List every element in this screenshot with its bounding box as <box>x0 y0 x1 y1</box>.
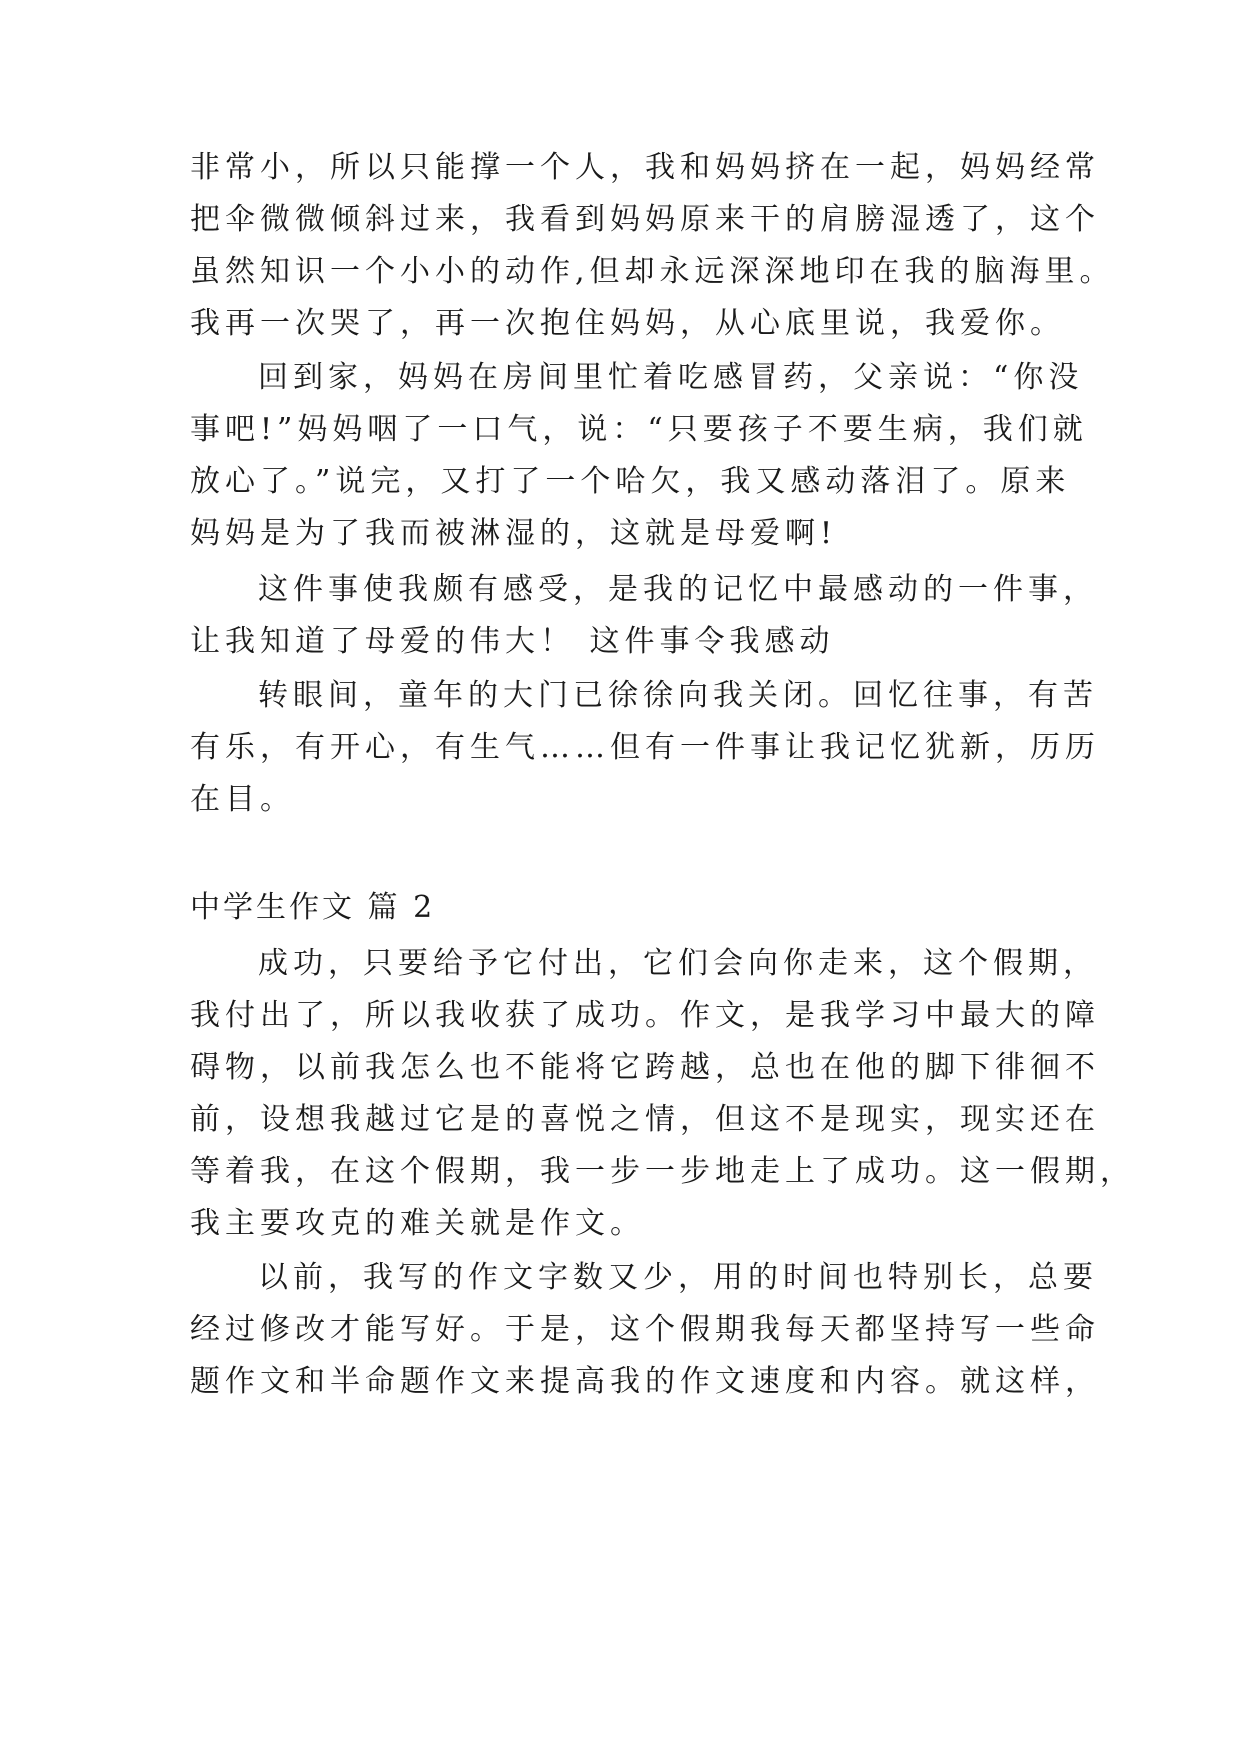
text-line: 妈妈是为了我而被淋湿的，这就是母爱啊! <box>190 516 838 551</box>
paragraph-first-line: 以前，我写的作文字数又少，用的时间也特别长，总要 <box>258 1260 1098 1295</box>
paragraph-first-line: 转眼间，童年的大门已徐徐向我关闭。回忆往事，有苦 <box>258 678 1098 713</box>
text-line: 让我知道了母爱的伟大！ 这件事令我感动 <box>190 624 835 659</box>
text-line: 前，设想我越过它是的喜悦之情，但这不是现实，现实还在 <box>190 1102 1100 1137</box>
text-line: 碍物，以前我怎么也不能将它跨越，总也在他的脚下徘徊不 <box>190 1050 1100 1085</box>
paragraph-first-line: 这件事使我颇有感受，是我的记忆中最感动的一件事， <box>258 572 1098 607</box>
text-line: 等着我，在这个假期，我一步一步地走上了成功。这一假期， <box>190 1154 1135 1189</box>
text-line: 经过修改才能写好。于是，这个假期我每天都坚持写一些命 <box>190 1312 1100 1347</box>
paragraph-first-line: 回到家，妈妈在房间里忙着吃感冒药，父亲说：“你没 <box>258 360 1084 395</box>
text-line: 题作文和半命题作文来提高我的作文速度和内容。就这样， <box>190 1364 1100 1399</box>
text-line: 把伞微微倾斜过来，我看到妈妈原来干的肩膀湿透了，这个 <box>190 202 1100 237</box>
text-line: 虽然知识一个小小的动作,但却永远深深地印在我的脑海里。 <box>190 254 1115 289</box>
text-line: 我再一次哭了，再一次抱住妈妈，从心底里说，我爱你。 <box>190 306 1065 341</box>
paragraph-first-line: 成功，只要给予它付出，它们会向你走来，这个假期， <box>258 946 1098 981</box>
text-line: 在目。 <box>190 782 295 817</box>
text-line: 放心了。”说完，又打了一个哈欠，我又感动落泪了。原来 <box>190 464 1071 499</box>
text-line: 事吧!”妈妈咽了一口气，说：“只要孩子不要生病，我们就 <box>190 412 1088 447</box>
text-line: 我主要攻克的难关就是作文。 <box>190 1206 645 1241</box>
text-line: 非常小，所以只能撑一个人，我和妈妈挤在一起，妈妈经常 <box>190 150 1100 185</box>
text-line: 我付出了，所以我收获了成功。作文，是我学习中最大的障 <box>190 998 1100 1033</box>
section-heading: 中学生作文 篇 2 <box>190 890 436 925</box>
text-line: 有乐，有开心，有生气……但有一件事让我记忆犹新，历历 <box>190 730 1100 765</box>
